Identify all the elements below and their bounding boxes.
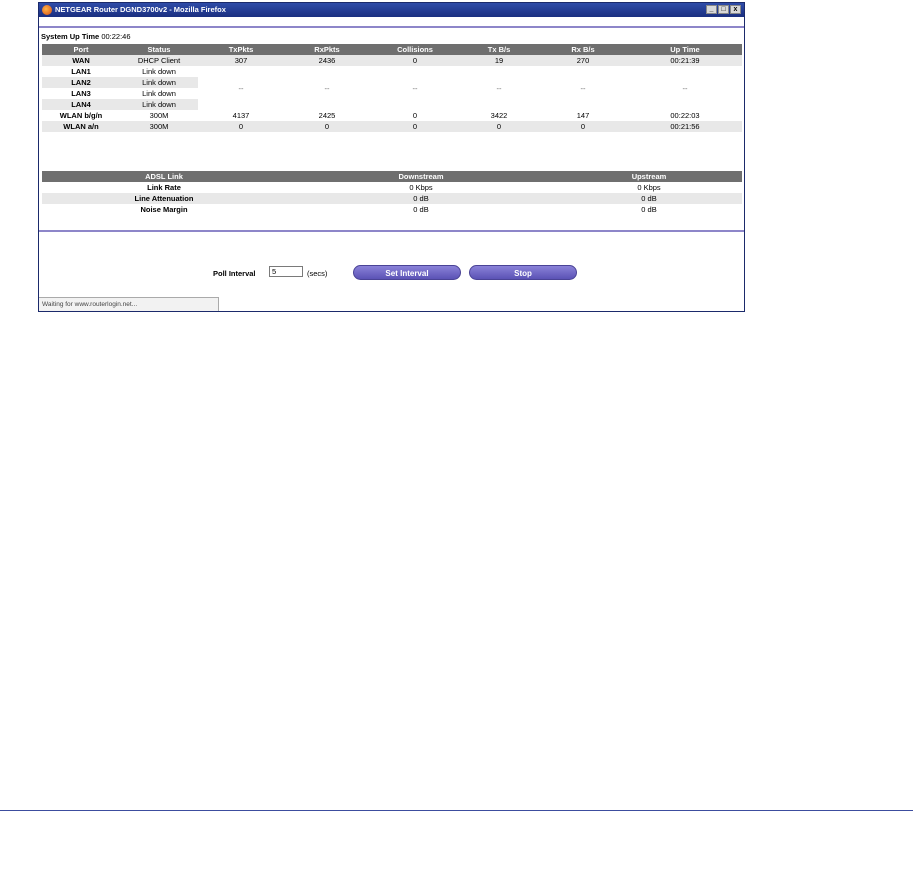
system-uptime <box>41 32 131 41</box>
tx-pkts: -- <box>238 83 244 93</box>
collisions: 0 <box>370 121 460 132</box>
table-header-row <box>42 44 742 55</box>
table-row-wlan-bgn <box>42 110 742 121</box>
tx-bps: 0 <box>460 121 538 132</box>
rx-pkts: -- <box>324 83 330 93</box>
close-button[interactable]: x <box>730 5 741 14</box>
adsl-downstream: 0 Kbps <box>409 183 433 192</box>
port-statistics-table <box>42 44 742 132</box>
page-content <box>39 17 744 311</box>
tx-pkts: 0 <box>198 121 284 132</box>
col-header: Tx B/s <box>460 44 538 55</box>
col-header: Up Time <box>628 44 742 55</box>
port-status: Link down <box>142 67 176 76</box>
col-header: Upstream <box>556 171 742 182</box>
minimize-button[interactable]: _ <box>706 5 717 14</box>
status-bar: Waiting for www.routerlogin.net... <box>39 297 219 311</box>
col-header: ADSL Link <box>42 171 286 182</box>
adsl-downstream: 0 dB <box>286 193 556 204</box>
port-status: 300M <box>120 121 198 132</box>
port-name: LAN2 <box>42 77 120 88</box>
port-name: LAN4 <box>42 99 120 110</box>
up-time: 00:22:03 <box>670 111 700 120</box>
rx-bps: 0 <box>538 121 628 132</box>
table-row-lan1 <box>42 66 742 77</box>
set-interval-button[interactable]: Set Interval <box>353 265 461 280</box>
window-title: NETGEAR Router DGND3700v2 - Mozilla Firefox <box>55 5 226 14</box>
rx-bps: 270 <box>538 55 628 66</box>
bottom-divider <box>39 230 744 232</box>
rx-bps: -- <box>580 83 586 93</box>
port-name: LAN3 <box>71 89 91 98</box>
port-status: 300M <box>149 111 169 120</box>
poll-interval-input[interactable] <box>269 266 303 277</box>
port-name: WLAN a/n <box>42 121 120 132</box>
port-name: WLAN b/g/n <box>59 111 103 120</box>
table-row-wlan-an <box>42 121 742 132</box>
port-status: Link down <box>120 77 198 88</box>
adsl-downstream: 0 dB <box>413 205 429 214</box>
table-row-wan <box>42 55 742 66</box>
adsl-table <box>42 171 742 215</box>
top-divider <box>39 26 744 28</box>
col-header: Status <box>120 44 198 55</box>
tx-pkts: 307 <box>198 55 284 66</box>
adsl-label: Link Rate <box>147 183 181 192</box>
rx-bps: 147 <box>576 111 590 120</box>
browser-window <box>38 2 745 312</box>
rx-pkts: 2425 <box>318 111 336 120</box>
tx-bps: 19 <box>460 55 538 66</box>
adsl-label: Line Attenuation <box>42 193 286 204</box>
col-header: Port <box>42 44 120 55</box>
up-time: 00:21:56 <box>628 121 742 132</box>
port-status: DHCP Client <box>120 55 198 66</box>
adsl-row <box>42 204 742 215</box>
collisions: 0 <box>412 111 418 120</box>
port-status: Link down <box>120 99 198 110</box>
col-header: Downstream <box>286 171 556 182</box>
up-time: -- <box>682 83 688 93</box>
adsl-row <box>42 182 742 193</box>
stop-button[interactable]: Stop <box>469 265 577 280</box>
tx-pkts: 4137 <box>232 111 250 120</box>
adsl-header-row <box>42 171 742 182</box>
port-status: Link down <box>142 89 176 98</box>
system-uptime-value: 00:22:46 <box>101 32 131 41</box>
collisions: 0 <box>370 55 460 66</box>
collisions: -- <box>412 83 418 93</box>
col-header: Collisions <box>370 44 460 55</box>
port-name: WAN <box>42 55 120 66</box>
adsl-row <box>42 193 742 204</box>
col-header: RxPkts <box>284 44 370 55</box>
poll-controls <box>39 265 744 281</box>
up-time: 00:21:39 <box>628 55 742 66</box>
adsl-upstream: 0 dB <box>556 193 742 204</box>
poll-interval-label: Poll Interval <box>213 269 256 278</box>
firefox-icon <box>42 5 52 15</box>
adsl-upstream: 0 Kbps <box>637 183 661 192</box>
tx-bps: 3422 <box>490 111 508 120</box>
rx-pkts: 2436 <box>284 55 370 66</box>
maximize-button[interactable]: □ <box>718 5 729 14</box>
rx-pkts: 0 <box>284 121 370 132</box>
port-name: LAN1 <box>71 67 91 76</box>
col-header: Rx B/s <box>538 44 628 55</box>
col-header: TxPkts <box>198 44 284 55</box>
title-bar <box>39 3 744 17</box>
poll-interval-unit: (secs) <box>307 269 328 278</box>
adsl-label: Noise Margin <box>140 205 188 214</box>
adsl-upstream: 0 dB <box>641 205 657 214</box>
system-uptime-label: System Up Time <box>41 32 100 41</box>
tx-bps: -- <box>496 83 502 93</box>
window-controls <box>706 5 741 14</box>
page-footer-rule <box>0 810 913 811</box>
